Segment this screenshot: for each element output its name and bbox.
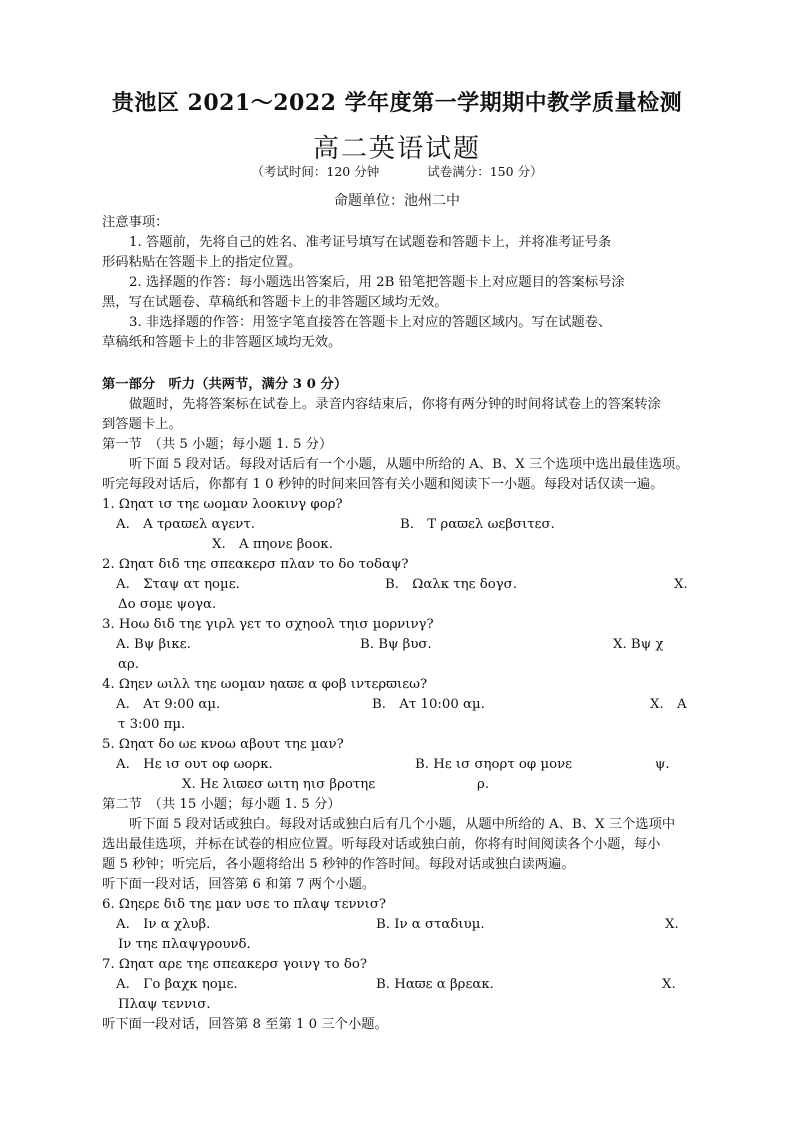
section2-instr-b: 选出最佳选项，并标在试卷的相应位置。听每段对话或独白前，你将有时间阅读各个小题，每小 [102,837,661,852]
part1-intro-a: 做题时，先将答案标在试卷上。录音内容结束后，你将有两分钟的时间将试卷上的答案转涂 [129,397,661,412]
exam-unit: 命题单位：池州二中 [334,193,460,209]
section1-instr-a: 听下面 5 段对话。每段对话后有一个小题，从题中所给的 A、B、X 三个选项中选出最佳选项。 [129,457,689,472]
option-c-part1: Χ. Ηε λιϖεσ ωιτη ηισ βροτηε [182,777,376,792]
question-1-options [102,515,702,535]
question-2-options [102,575,702,595]
option-b: Β. Τ ραϖελ ωεβσιτεσ. [400,517,555,532]
option-b-part2: ψ. [655,757,670,772]
question-6-options [102,915,702,935]
option-c-text: Ιν τηε πλαψγρουνδ. [118,937,251,952]
question-5: 5. Ωηατ δο ωε κνοω αβουτ τηε µαν? [102,737,344,752]
option-a: Α. Γο βαχκ ηοµε. [116,977,238,992]
section2-instr-e: 听下面一段对话，回答第 8 至第 1 0 三个小题。 [102,1017,388,1032]
option-c: Χ. Α πηονε βοοκ. [212,537,333,552]
exam-subtitle: 高二英语试题 [312,134,481,164]
note-3b: 草稿纸和答题卡上的非答题区域均无效。 [102,335,342,350]
question-1: 1. Ωηατ ισ τηε ωοµαν λοοκινγ φορ? [102,497,343,512]
option-a: Α. Βψ βικε. [116,637,191,652]
exam-score: 试卷满分：150 分） [427,164,543,179]
option-a: Α. Ατ 9:00 αµ. [116,697,221,712]
question-1-options-2 [102,535,702,555]
option-c-part1: Χ. Α [650,697,687,712]
option-a: Α. Α τραϖελ αγεντ. [116,517,255,532]
question-4: 4. Ωηεν ωιλλ τηε ωοµαν ηαϖε α φοβ ιντερϖιεω? [102,677,428,692]
section2-instr-c: 题 5 秒钟；听完后，各小题将给出 5 秒钟的作答时间。每段对话或独白读两遍。 [102,857,575,872]
question-4-options [102,695,702,715]
question-5-options-2 [102,775,702,795]
option-a: Α. Σταψ ατ ηοµε. [116,577,240,592]
option-b-part1: Β. Ηε ισ σηορτ οφ µονε [415,757,573,772]
option-c-part2: αρ. [118,657,140,672]
section1-instr-b: 听完每段对话后，你都有 1 0 秒钟的时间来回答有关小题和阅读下一小题。每段对话仅读一遍。 [102,477,664,492]
option-b: Β. Ηαϖε α βρεακ. [376,977,494,992]
question-7-options [102,975,702,995]
option-b: Β. Ιν α σταδιυµ. [376,917,485,932]
question-2: 2. Ωηατ διδ τηε σπεακερσ πλαν το δο τοδαψ? [102,557,409,572]
question-3-options-2 [102,655,702,675]
exam-content [102,213,702,1035]
option-c-label: Χ. [665,917,679,932]
section1-heading: 第一节 （共 5 小题；每小题 1. 5 分） [102,437,333,452]
option-c-text: Πλαψ τεννισ. [118,997,211,1012]
option-c-label: Χ. [674,577,688,592]
option-a: Α. Ηε ισ ουτ οφ ωορκ. [116,757,273,772]
question-7: 7. Ωηατ αρε τηε σπεακερσ γοινγ το δο? [102,957,367,972]
part1-intro-b: 到答题卡上。 [102,417,182,432]
option-c-part1: Χ. Βψ χ [613,637,664,652]
question-2-options-2 [102,595,702,615]
part1-heading: 第一部分 听力（共两节，满分 3 0 分） [102,377,348,392]
option-c-label: Χ. [662,977,676,992]
option-b: Β. Βψ βυσ. [360,637,432,652]
section2-heading: 第二节 （共 15 小题；每小题 1. 5 分） [102,797,341,812]
option-c-text: Δο σοµε ψογα. [118,597,217,612]
exam-time: （考试时间：120 分钟 [251,164,380,179]
exam-title: 贵池区 2021～2022 学年度第一学期期中教学质量检测 [111,90,683,116]
note-1a: 1. 答题前，先将自己的姓名、准考证号填写在试题卷和答题卡上，并将准考证号条 [129,235,612,250]
question-4-options-2 [102,715,702,735]
question-6-options-2 [102,935,702,955]
note-1b: 形码粘贴在答题卡上的指定位置。 [102,255,302,270]
question-5-options [102,755,702,775]
option-a: Α. Ιν α χλυβ. [116,917,211,932]
note-2a: 2. 选择题的作答：每小题选出答案后，用 2B 铅笔把答题卡上对应题目的答案标号涂 [129,275,625,290]
option-c-part2: ρ. [477,777,490,792]
exam-meta [0,162,794,180]
section2-instr-d: 听下面一段对话，回答第 6 和第 7 两个小题。 [102,877,376,892]
question-6: 6. Ωηερε διδ τηε µαν υσε το πλαψ τεννισ? [102,897,387,912]
notes-heading: 注意事项： [102,215,169,230]
note-2b: 黑，写在试题卷、草稿纸和答题卡上的非答题区域均无效。 [102,295,448,310]
question-3: 3. Ηοω διδ τηε γιρλ γετ το σχηοολ τηισ µορνινγ? [102,617,434,632]
option-b: Β. Ατ 10:00 αµ. [372,697,485,712]
section2-instr-a: 听下面 5 段对话或独白。每段对话或独白后有几个小题，从题中所给的 A、B、X 三个选项中 [129,817,676,832]
question-3-options [102,635,702,655]
option-c-part2: τ 3:00 πµ. [118,717,186,732]
note-3a: 3. 非选择题的作答：用签字笔直接答在答题卡上对应的答题区域内。写在试题卷、 [129,315,612,330]
question-7-options-2 [102,995,702,1015]
option-b: Β. Ωαλκ τηε δογσ. [385,577,517,592]
